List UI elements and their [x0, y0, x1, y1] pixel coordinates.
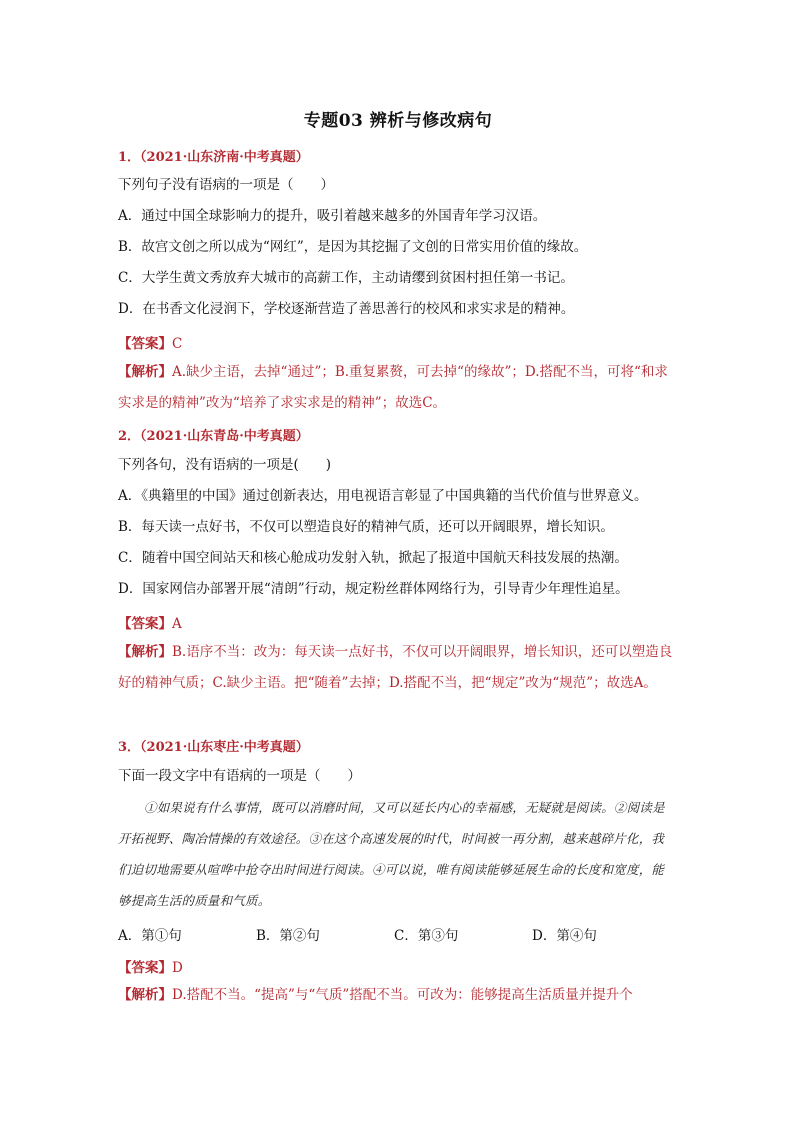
- page-title: 专题03 辨析与修改病句: [303, 111, 493, 131]
- question-3-options: [118, 924, 678, 944]
- answer-value: D: [172, 960, 183, 976]
- question-1-option-b: B．故宫文创之所以成为“网红”，是因为其挖掘了文创的日常实用价值的缘故。: [118, 239, 588, 255]
- question-1-option-d: D．在书香文化浸润下，学校逐渐营造了善思善行的校风和求实求是的精神。: [118, 301, 575, 317]
- answer-tag: 【答案】: [118, 336, 172, 352]
- question-2-heading: 2．（2021·山东青岛·中考真题）: [118, 429, 309, 444]
- question-2-stem: 下列各句，没有语病的一项是( ): [118, 457, 332, 473]
- question-3-option-c: C．第③句: [394, 928, 459, 944]
- answer-value: C: [172, 336, 183, 352]
- question-2-explanation: [118, 637, 678, 699]
- answer-tag: 【答案】: [118, 960, 172, 976]
- question-2-option-b: B．每天读一点好书，不仅可以塑造良好的精神气质，还可以开阔眼界，增长知识。: [118, 519, 614, 535]
- question-1-option-c: C．大学生黄文秀放弃大城市的高薪工作，主动请缨到贫困村担任第一书记。: [118, 270, 574, 286]
- question-2-option-c: C．随着中国空间站天和核心舱成功发射入轨，掀起了报道中国航天科技发展的热潮。: [118, 550, 628, 566]
- explain-tag: 【解析】: [118, 987, 172, 1003]
- question-3-option-a: A．第①句: [118, 928, 182, 944]
- question-2-answer: [118, 612, 182, 632]
- question-1-heading: 1．（2021·山东济南·中考真题）: [118, 150, 309, 165]
- question-3-passage: ①如果说有什么事情，既可以消磨时间，又可以延长内心的幸福感，无疑就是阅读。②阅读是开拓视野、陶冶情操的有效途径。③在这个高速发展的时代，时间被一再分割，越来越碎片化，我们迫切地需要从喧哗中抢夺出时间进行阅读。④可以说，唯有阅读能够延展生命的长度和宽度，能够提高生活的质量和气质。: [118, 800, 665, 908]
- question-3-stem: 下面一段文字中有语病的一项是（ ）: [118, 768, 361, 784]
- question-2-option-d: D．国家网信办部署开展“清朗”行动，规定粉丝群体网络行为，引导青少年理性追星。: [118, 581, 629, 597]
- explain-tag: 【解析】: [118, 364, 172, 380]
- explain-tag: 【解析】: [118, 644, 172, 660]
- question-3-option-b: B．第②句: [256, 928, 320, 944]
- question-3-answer: [118, 956, 183, 976]
- answer-tag: 【答案】: [118, 616, 172, 632]
- question-3-heading: 3．（2021·山东枣庄·中考真题）: [118, 740, 309, 755]
- question-1-option-a: A．通过中国全球影响力的提升，吸引着越来越多的外国青年学习汉语。: [118, 208, 547, 224]
- question-1-stem: 下列句子没有语病的一项是（ ）: [118, 177, 334, 193]
- question-3-option-d: D．第④句: [532, 928, 597, 944]
- question-2-option-a: A．《典籍里的中国》通过创新表达，用电视语言彰显了中国典籍的当代价值与世界意义。: [118, 488, 648, 504]
- question-1-answer: [118, 332, 182, 352]
- explanation-text: D.搭配不当。“提高”与“气质”搭配不当。可改为：能够提高生活质量并提升个: [172, 987, 633, 1003]
- explanation-text: B.语序不当：改为：每天读一点好书，不仅可以开阔眼界，增长知识，还可以塑造良好的精神气质；C.缺少主语。把“随着”去掉；D.搭配不当，把“规定”改为“规范”；故选A。: [118, 644, 673, 691]
- explanation-text: A.缺少主语，去掉“通过”；B.重复累赘，可去掉“的缘故”；D.搭配不当，可将“和求实求是的精神”改为“培养了求实求是的精神”；故选C。: [118, 364, 668, 411]
- answer-value: A: [172, 616, 182, 632]
- question-3-explanation: [118, 980, 678, 1011]
- question-1-explanation: [118, 357, 678, 419]
